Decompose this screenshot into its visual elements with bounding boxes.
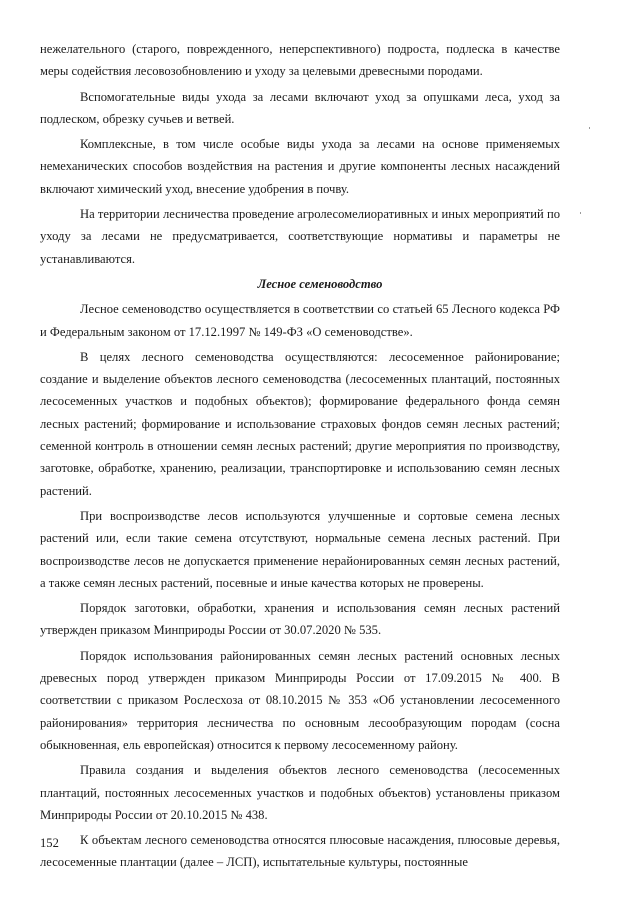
paragraph-continuation: нежелательного (старого, поврежденного, неперспективного) подроста, подлеска в качестве меры содействия лесовозобновлению и уходу за целевыми древесными породами. xyxy=(40,42,560,79)
paragraph-seed-quality: При воспроизводстве лесов используются улучшенные и сортовые семена лесных растений или, если такие семена отсутствуют, нормальные семена лесных растений. При воспроизводстве лесов не допускается применение нерайонированных семян лесных растений, а также семян лесных растений, посевные и иные качества которых не проверены. xyxy=(40,508,560,590)
paragraph-complex-care: Комплексные, в том числе особые виды ухода за лесами на основе применяемых немеханических способов воздействия на растения и другие компоненты лесных насаждений включают химический уход, внесение удобрения в почву. xyxy=(40,137,560,196)
section-heading: Лесное семеноводство xyxy=(257,276,383,291)
paragraph-agroforestry: На территории лесничества проведение агролесомелиоративных и иных мероприятий по уходу за лесами не предусматривается, соответствующие нормативы и параметры не устанавливаются. xyxy=(40,207,560,266)
paragraph-seed-law: Лесное семеноводство осуществляется в соответствии со статьей 65 Лесного кодекса РФ и Федеральным законом от 17.12.1997 № 149-ФЗ «О семеноводстве». xyxy=(40,302,560,339)
paragraph-seed-activities: В целях лесного семеноводства осуществляются: лесосеменное районирование; создание и выделение объектов лесного семеноводства (лесосеменных плантаций, постоянных лесосеменных участков и подобных объектов); формирование федерального фонда семян лесных растений; формирование и использование страховых фондов семян лесных растений; семенной контроль в отношении семян лесных растений; другие мероприятия по производству, заготовке, обработке, хранению, реализации, транспортировке и использованию семян лесных растений. xyxy=(40,349,560,498)
paragraph-seed-zoning: Порядок использования районированных семян лесных растений основных лесных древесных пород утвержден приказом Минприроды России от 17.09.2015 № 400. В соответствии с приказом Рослесхоза от 08.10.2015 № 353 «Об установлении лесосеменного районирования» территория лесничества по основным лесообразующим породам (сосна обыкновенная, ель европейская) относится к первому лесосеменному району. xyxy=(40,648,560,752)
paragraph-seed-procedure: Порядок заготовки, обработки, хранения и использования семян лесных растений утвержден приказом Минприроды России от 30.07.2020 № 535. xyxy=(40,601,560,638)
scan-speck xyxy=(589,127,590,129)
document-body xyxy=(40,38,560,874)
scan-speck xyxy=(580,212,581,214)
paragraph-auxiliary-care: Вспомогательные виды ухода за лесами включают уход за опушками леса, уход за подлеском, обрезку сучьев и ветвей. xyxy=(40,89,560,126)
page-number: 152 xyxy=(40,836,59,850)
paragraph-seed-objects-rules: Правила создания и выделения объектов лесного семеноводства (лесосеменных плантаций, постоянных лесосеменных участков и подобных объектов) установлены приказом Минприроды России от 20.10.2015 № 438. xyxy=(40,763,560,822)
paragraph-seed-objects-list: К объектам лесного семеноводства относятся плюсовые насаждения, плюсовые деревья, лесосеменные плантации (далее – ЛСП), испытательные культуры, постоянные xyxy=(40,833,560,870)
